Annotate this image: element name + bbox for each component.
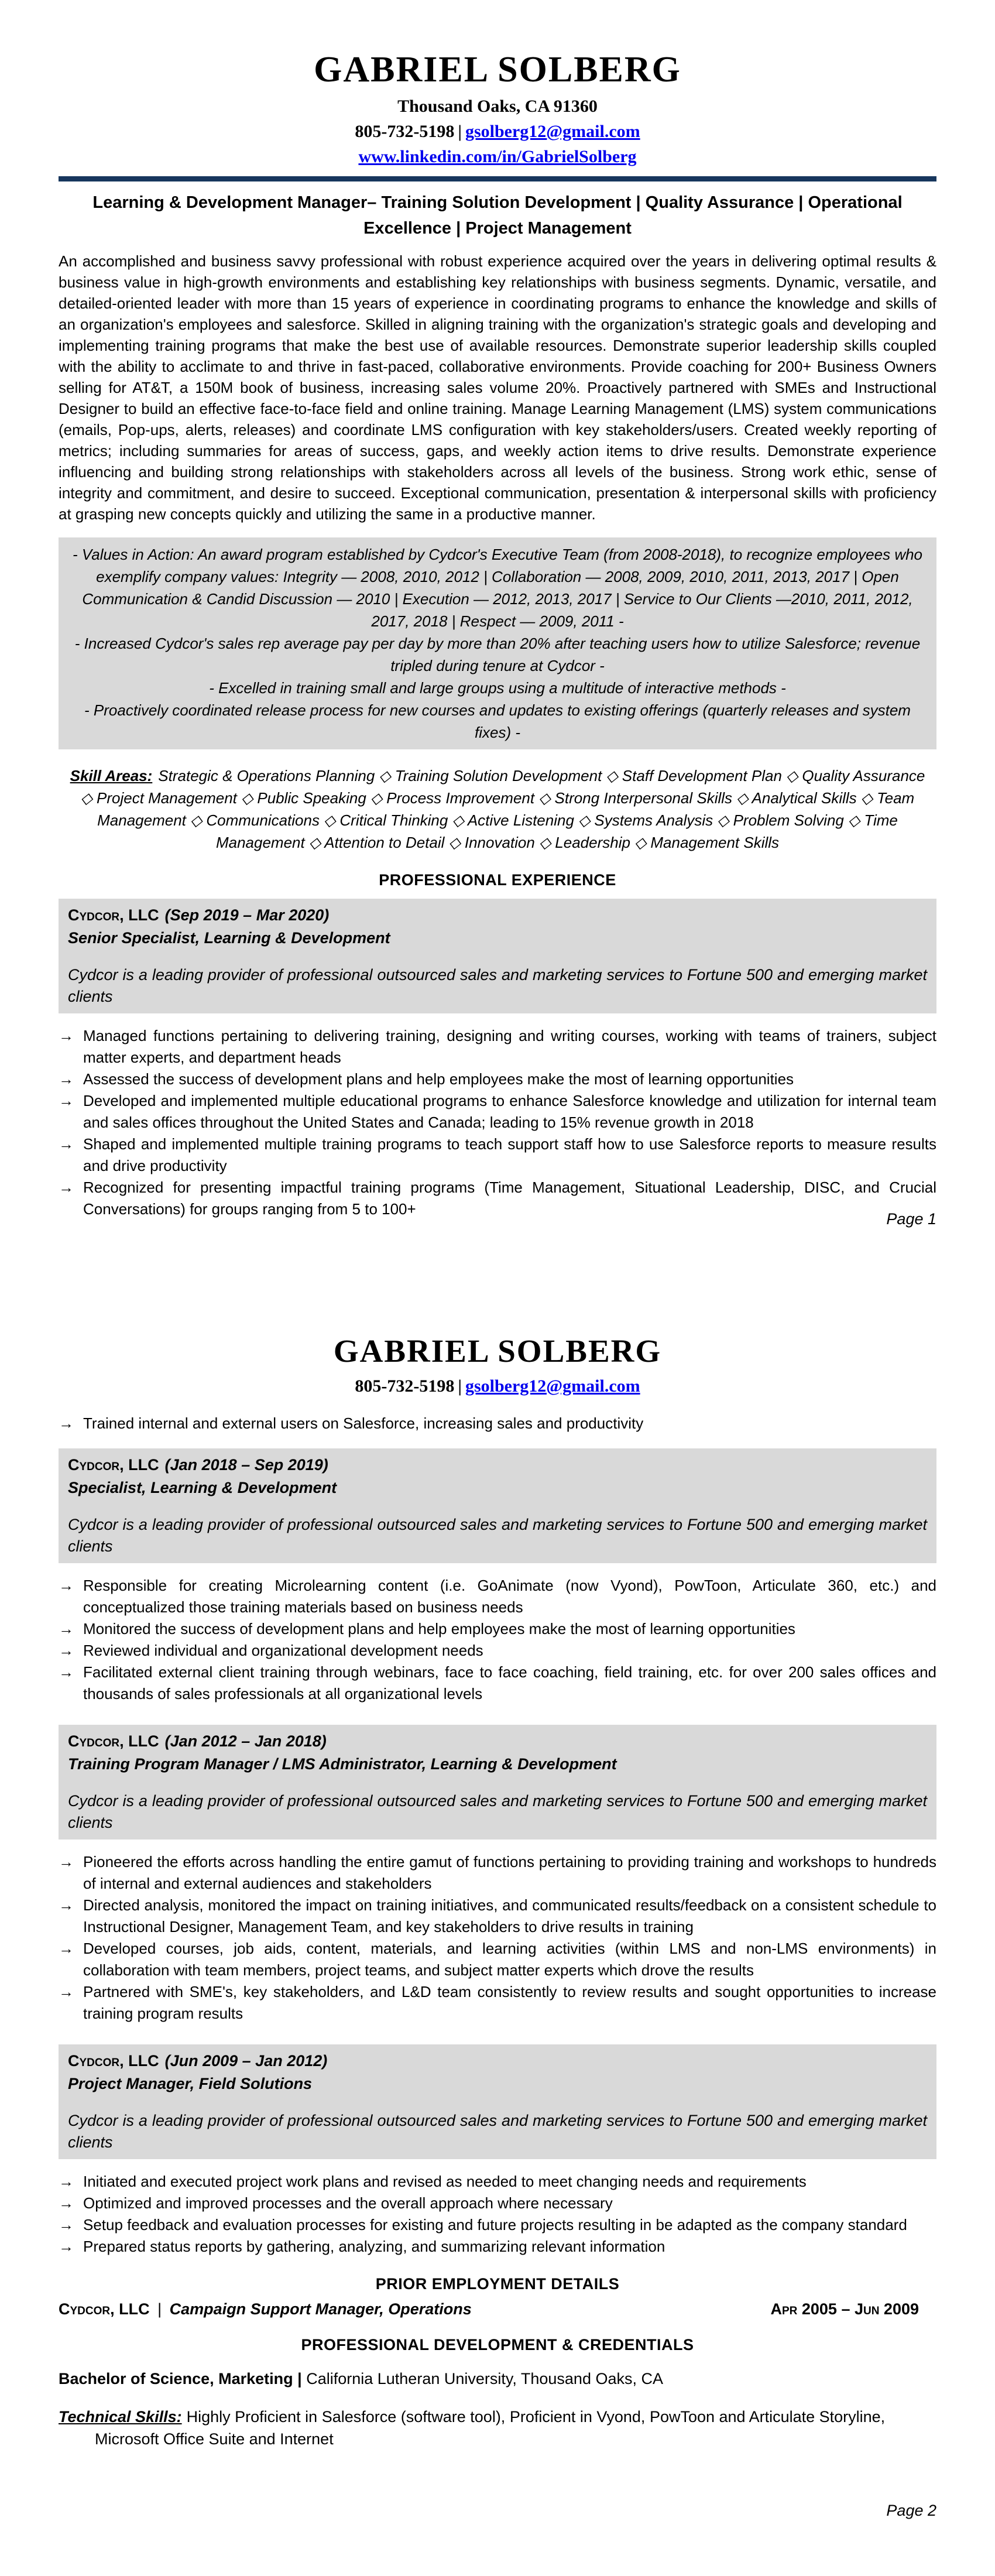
phone-email-line [59,122,936,142]
job-title: Training Program Manager / LMS Administrator, Learning & Development [68,1755,617,1773]
job-bullets [59,1025,936,1220]
carryover-bullets [59,1413,936,1434]
job-company-line [68,1454,927,1476]
linkedin-link[interactable]: www.linkedin.com/in/GabrielSolberg [358,147,637,167]
skill-areas-list: Strategic & Operations Planning ◇ Training Solution Development ◇ Staff Development Plan ◇ Quality Assurance ◇ Project Management ◇ Public Speaking ◇ Process Improvement ◇ Strong Interpersonal Skills ◇ Analytical Skills ◇ Team Management ◇ Communications ◇ Critical Thinking ◇ Active Listening ◇ Systems Analysis ◇ Problem Solving ◇ Time Management ◇ Attention to Detail ◇ Innovation ◇ Leadership ◇ Management Skills [80,767,925,852]
skill-areas [64,765,931,854]
job-company: Cydcor, LLC [68,1732,159,1750]
bullet-item: → Partnered with SME's, key stakeholders, and L&D team consistently to review results and sought opportunities to increase training program results [59,1981,936,2025]
credentials-heading: PROFESSIONAL DEVELOPMENT & CREDENTIALS [301,2335,694,2354]
bullet-item: → Reviewed individual and organizational development needs [59,1640,936,1662]
arrow-bullet-icon: → [59,2215,74,2234]
arrow-bullet-icon: → [59,1092,74,1110]
prior-job-dates: Apr 2005 – Jun 2009 [770,2300,919,2318]
degree-name: Bachelor of Science, Marketing | [59,2369,302,2387]
bullet-item: → Directed analysis, monitored the impact on training initiatives, and communicated results/feedback on a consistent schedule to Instructional Designer, Management Team, and key stakeholders to drive results in training [59,1895,936,1938]
arrow-bullet-icon: → [59,1896,74,1914]
summary-paragraph: An accomplished and business savvy professional with robust experience acquired over the years in delivering optimal results & business value in high-growth environments and establishing key relationships with business segments. Dynamic, versatile, and detailed-oriented leader with more than 15 years of experience in coordinating programs to enhance the knowledge and skills of an organization's employees and salesforce. Skilled in aligning training with the organization's strategic goals and developing and implementing training programs that make the best use of available resources. Demonstrate superior leadership skills coupled with the ability to acclimate to and thrive in fast-paced, collaborative environments. Provide coaching for 200+ Business Owners selling for AT&T, a 150M book of business, increasing sales volume 20%. Proactively partnered with SMEs and Instructional Designer to build an effective face-to-face field and online training. Manage Learning Management (LMS) system communications (emails, Pop-ups, alerts, releases) and coordinate LMS configuration with key stakeholders/users. Created weekly reporting of metrics; including summaries for areas of success, gaps, and weekly action items to drive results. Demonstrate experience influencing and building strong relationships with stakeholders across all levels of the business. Strong work ethic, sense of integrity and commitment, and desire to succeed. Exceptional communication, presentation & interpersonal skills with proficiency at grasping new concepts quickly and utilizing the same in a productive manner. [59,252,936,523]
prior-employment-line [59,2300,936,2318]
linkedin-line [59,147,936,167]
header-divider [59,176,936,181]
bullet-item: → Developed courses, job aids, content, materials, and learning activities (within LMS and non-LMS environments) in collaboration with team members, project teams, and subject matter experts which drove the results [59,1938,936,1981]
job-dates: (Jun 2009 – Jan 2012) [164,2051,328,2070]
bullet-item: → Prepared status reports by gathering, analyzing, and summarizing relevant information [59,2236,936,2258]
arrow-bullet-icon: → [59,1027,74,1045]
job-dates: (Jan 2018 – Sep 2019) [164,1455,328,1474]
arrow-bullet-icon: → [59,2194,74,2212]
job-header [59,899,936,1013]
job-bullets [59,1575,936,1705]
bullet-item: → Pioneered the efforts across handling the entire gamut of functions pertaining to providing training and workshops to hundreds of internal and external audiences and stakeholders [59,1851,936,1895]
professional-experience-heading: PROFESSIONAL EXPERIENCE [379,871,616,889]
resume-page-2 [0,1265,995,2576]
values-in-action-block [59,537,936,749]
bullet-item: → Facilitated external client training through webinars, face to face coaching, field training, etc. for over 200 sales offices and thousands of sales professionals at all organizational levels [59,1662,936,1705]
prior-employment-left [59,2300,472,2318]
job-dates: (Sep 2019 – Mar 2020) [164,906,330,924]
arrow-bullet-icon: → [59,2237,74,2255]
job-company-line [68,2050,927,2072]
arrow-bullet-icon: → [59,1619,74,1638]
job-bullets [59,2171,936,2258]
separator: | [458,122,462,142]
prior-company: Cydcor, LLC [59,2300,150,2318]
page-title: GABRIEL SOLBERG [314,50,681,90]
prior-job-title: Campaign Support Manager, Operations [169,2300,472,2318]
arrow-bullet-icon: → [59,1135,74,1153]
job-header [59,1725,936,1839]
arrow-bullet-icon: → [59,1663,74,1681]
job-company-line [68,1731,927,1752]
job-dates: (Jan 2012 – Jan 2018) [164,1732,327,1750]
job-company: Cydcor, LLC [68,1455,159,1474]
separator: | [157,2300,162,2318]
technical-skills-text: Highly Proficient in Salesforce (software tool), Proficient in Vyond, PowToon and Articulate Storyline, Microsoft Office Suite and Internet [95,2407,886,2448]
arrow-bullet-icon: → [59,1852,74,1871]
bullet-item: → Developed and implemented multiple educational programs to enhance Salesforce knowledge and utilization for internal team and sales offices throughout the United States and Canada; leading to 15% revenue growth in 2018 [59,1090,936,1133]
arrow-bullet-icon: → [59,1576,74,1594]
job-company: Cydcor, LLC [68,906,159,924]
bullet-item: → Responsible for creating Microlearning content (i.e. GoAnimate (now Vyond), PowToon, Articulate 360, etc.) and conceptualized those training materials based on business needs [59,1575,936,1618]
values-item: - Excelled in training small and large groups using a multitude of interactive methods - [209,679,786,697]
page-title: GABRIEL SOLBERG [333,1333,662,1369]
arrow-bullet-icon: → [59,2172,74,2190]
headline: Learning & Development Manager– Training Solution Development | Quality Assurance | Operational Excellence | Project Management [92,193,903,238]
prior-employment-heading: PRIOR EMPLOYMENT DETAILS [375,2274,620,2293]
values-item: - Values in Action: An award program established by Cydcor's Executive Team (from 2008-2018), to recognize employees who exemplify company values: Integrity — 2008, 2010, 2012 | Collaboration — 2008, 2009, 2010, 2011, 2013, 2017 | Open Communication & Candid Discussion — 2010 | Execution — 2012, 2013, 2017 | Service to Our Clients —2010, 2011, 2012, 2017, 2018 | Respect — 2009, 2011 - [72,546,923,631]
arrow-bullet-icon: → [59,1414,74,1432]
values-item: - Proactively coordinated release process for new courses and updates to existing offerings (quarterly releases and system fixes) - [84,701,911,742]
email-link[interactable]: gsolberg12@gmail.com [465,1376,640,1396]
arrow-bullet-icon: → [59,1939,74,1957]
bullet-item: → Monitored the success of development plans and help employees make the most of learning opportunities [59,1618,936,1640]
degree-school: California Lutheran University, Thousand Oaks, CA [306,2369,663,2387]
contact-block [59,97,936,167]
address-line: Thousand Oaks, CA 91360 [397,97,598,117]
arrow-bullet-icon: → [59,1982,74,2000]
job-header [59,1448,936,1563]
job-description: Cydcor is a leading provider of professional outsourced sales and marketing services to Fortune 500 and emerging market clients [68,2111,927,2151]
job-title: Specialist, Learning & Development [68,1478,337,1496]
job-description: Cydcor is a leading provider of professional outsourced sales and marketing services to Fortune 500 and emerging market clients [68,1515,927,1555]
values-item: - Increased Cydcor's sales rep average pay per day by more than 20% after teaching users how to utilize Salesforce; revenue tripled during tenure at Cydcor - [74,635,921,675]
phone-number: 805-732-5198 [355,122,455,142]
bullet-item: → Managed functions pertaining to delivering training, designing and writing courses, working with teams of trainers, subject matter experts, and department heads [59,1025,936,1068]
job-company: Cydcor, LLC [68,2051,159,2070]
bullet-item: → Optimized and improved processes and the overall approach where necessary [59,2193,936,2214]
resume-page-1 [0,0,995,1265]
phone-email-line [59,1376,936,1396]
bullet-item: → Setup feedback and evaluation processes for existing and future projects resulting in be adapted as the company standard [59,2214,936,2236]
skill-areas-label: Skill Areas: [70,767,153,785]
job-company-line [68,905,927,926]
email-link[interactable]: gsolberg12@gmail.com [465,122,640,142]
bullet-item: → Trained internal and external users on Salesforce, increasing sales and productivity [59,1413,936,1434]
separator: | [458,1376,462,1396]
job-description: Cydcor is a leading provider of professional outsourced sales and marketing services to Fortune 500 and emerging market clients [68,1791,927,1831]
contact-block [59,1376,936,1396]
technical-skills [59,2406,936,2450]
job-bullets [59,1851,936,2025]
job-title: Project Manager, Field Solutions [68,2074,313,2092]
job-header [59,2044,936,2159]
bullet-item: → Initiated and executed project work plans and revised as needed to meet changing needs and requirements [59,2171,936,2193]
degree-line [59,2368,936,2390]
page-number: Page 2 [886,2502,936,2519]
job-description: Cydcor is a leading provider of professional outsourced sales and marketing services to Fortune 500 and emerging market clients [68,966,927,1006]
arrow-bullet-icon: → [59,1641,74,1659]
technical-skills-label: Technical Skills: [59,2407,182,2426]
bullet-item: → Assessed the success of development plans and help employees make the most of learning opportunities [59,1068,936,1090]
phone-number: 805-732-5198 [355,1376,455,1396]
bullet-item: → Shaped and implemented multiple training programs to teach support staff how to use Salesforce reports to measure results and drive productivity [59,1133,936,1177]
arrow-bullet-icon: → [59,1070,74,1088]
arrow-bullet-icon: → [59,1179,74,1197]
page-number: Page 1 [886,1210,936,1228]
job-title: Senior Specialist, Learning & Development [68,929,390,947]
bullet-item: → Recognized for presenting impactful training programs (Time Management, Situational Leadership, DISC, and Crucial Conversations) for groups ranging from 5 to 100+ [59,1177,936,1220]
